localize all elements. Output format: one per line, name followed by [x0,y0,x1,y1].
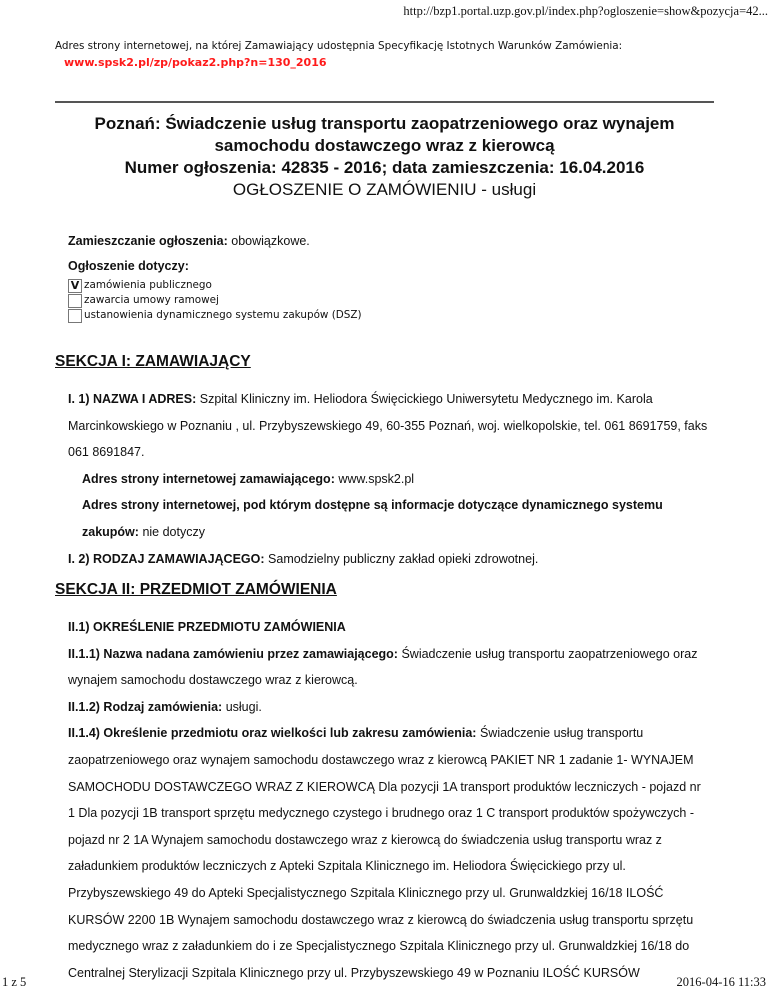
siwz-label: Adres strony internetowej, na której Zamawiający udostępnia Specyfikację Istotnych Warunków Zamówienia: [55,40,623,52]
notice-type: OGŁOSZENIE O ZAMÓWIENIU - usługi [232,180,537,199]
section-2-heading: SEKCJA II: PRZEDMIOT ZAMÓWIENIA [55,581,337,598]
section-1-heading: SEKCJA I: ZAMAWIAJĄCY [55,353,251,370]
field-value: nie dotyczy [142,524,205,539]
notice-meta [68,233,362,323]
field-label: Adres strony internetowej, pod którym dostępne są informacje dotyczące dynamicznego systemu zakupów: [82,498,663,539]
divider [55,101,714,103]
title-line: Poznań: Świadczenie usług transportu zaopatrzeniowego oraz wynajem [94,114,675,133]
checkbox [68,294,82,308]
field-label: I. 2) RODZAJ ZAMAWIAJĄCEGO: [68,551,265,566]
field-label: II.1.4) Określenie przedmiotu oraz wielkości lub zakresu zamówienia: [68,726,477,741]
posting-value: obowiązkowe. [231,234,310,248]
page-number: 1 z 5 [2,975,27,989]
option-public-contract [68,278,362,293]
siwz-link[interactable]: www.spsk2.pl/zp/pokaz2.php?n=130_2016 [64,56,327,69]
siwz-address [55,40,622,69]
field-value: Świadczenie usług transportu zaopatrzeniowego oraz wynajem samochodu dostawczego wraz z kierowcą. [68,646,698,688]
posting-label: Zamieszczanie ogłoszenia: [68,234,228,248]
field-value: usługi. [225,699,262,714]
option-framework [68,293,362,308]
option-dsz [68,308,362,323]
field-value: Szpital Kliniczny im. Heliodora Święcickiego Uniwersytetu Medycznego im. Karola Marcinkowskiego w Poznaniu , ul. Przybyszewskiego 49, 60-355 Poznań, woj. wielkopolskie, tel. 061 8691759, faks 061 8691847. [68,392,708,460]
option-label: zamówienia publicznego [84,279,212,291]
field-label: II.1.1) Nazwa nadana zamówieniu przez zamawiającego: [68,646,398,661]
field-value: www.spsk2.pl [338,471,415,486]
print-datetime: 2016-04-16 11:33 [676,975,766,989]
checkbox [68,309,82,323]
subsection-heading: II.1) OKREŚLENIE PRZEDMIOTU ZAMÓWIENIA [68,620,346,634]
field-value: Samodzielny publiczny zakład opieki zdrowotnej. [268,551,539,566]
section-2-body [68,614,708,986]
concerns-label: Ogłoszenie dotyczy: [68,259,189,273]
field-label: I. 1) NAZWA I ADRES: [68,392,197,406]
option-label: ustanowienia dynamicznego systemu zakupów (DSZ) [84,309,362,321]
notice-number: Numer ogłoszenia: 42835 - 2016; data zamieszczenia: 16.04.2016 [124,158,645,177]
field-value: Świadczenie usług transportu zaopatrzeniowego oraz wynajem samochodu dostawczego wraz z kierowcą PAKIET NR 1 zadanie 1- WYNAJEM SAMOCHODU DOSTAWCZEGO WRAZ Z KIEROWCĄ Dla pozycji 1A transport produktów leczniczych - pojazd nr 1 Dla pozycji 1B transport sprzętu medycznego czystego i brudnego oraz 1 C transport produktów spożywczych - pojazd nr 2 1A Wynajem samochodu dostawczego wraz z kierowcą do świadczenia usług transportu wraz z załadunkiem produktów leczniczych z Apteki Szpitala Klinicznego im. Heliodora Święcickiego przy ul. Przybyszewskiego 49 do Apteki Specjalistycznego Szpitala Klinicznego przy ul. Grunwaldzkiej 16/18 ILOŚĆ KURSÓW 2200 1B Wynajem samochodu dostawczego wraz z kierowcą do świadczenia usług transportu sprzętu medycznego wraz z załadunkiem do i ze Specjalistycznego Szpitala Klinicznego przy ul. Grunwaldzkiej 16/18 do Centralnej Sterylizacji Szpitala Klinicznego przy ul. Przybyszewskiego 49 w Poznaniu ILOŚĆ KURSÓW [68,726,701,980]
checkbox: V [68,279,82,293]
page-title [55,113,714,201]
section-1-body [68,386,708,572]
title-line: samochodu dostawczego wraz z kierowcą [214,136,555,155]
field-label: II.1.2) Rodzaj zamówienia: [68,699,223,714]
field-label: Adres strony internetowej zamawiającego: [82,471,335,486]
option-label: zawarcia umowy ramowej [84,294,219,306]
page-url: http://bzp1.portal.uzp.gov.pl/index.php?ogloszenie=show&pozycja=42... [403,4,768,18]
